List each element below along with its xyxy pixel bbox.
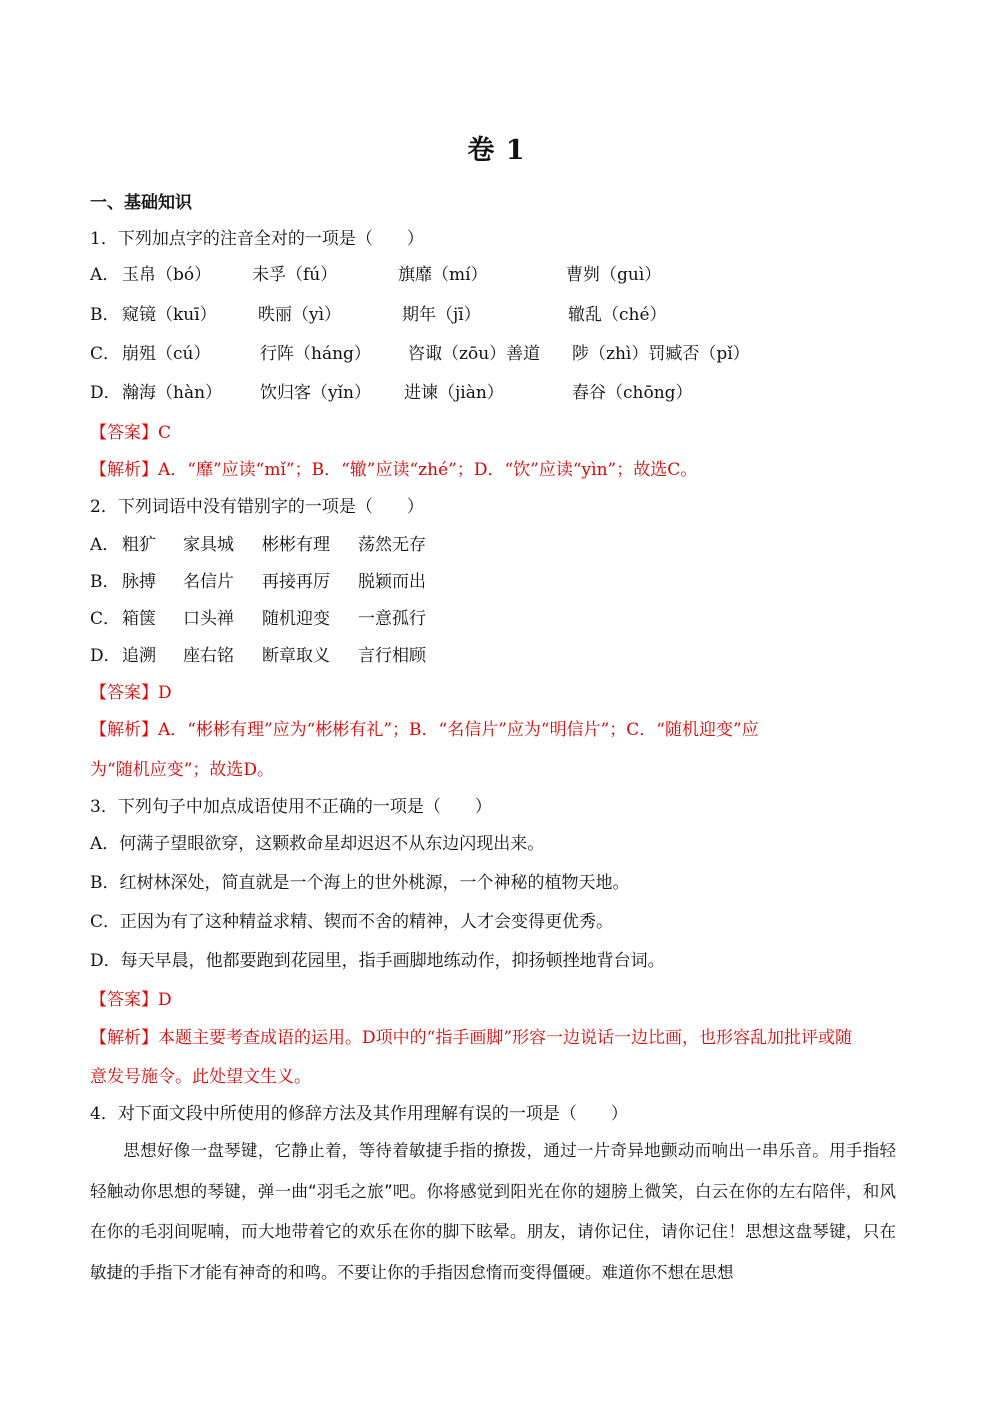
q1-stem: 1．下列加点字的注音全对的一项是（ ） <box>90 229 424 249</box>
option-item: 曹刿（guì） <box>566 265 662 285</box>
q4-passage <box>90 1131 896 1293</box>
analysis-tag: 【解析】 <box>90 720 158 740</box>
q3-option-a: A．何满子望眼欲穿，这颗救命星却迟迟不从东边闪现出来。 <box>90 834 545 854</box>
section-heading: 一、基础知识 <box>90 193 192 213</box>
q2-answer <box>90 680 172 706</box>
answer-tag: 【答案】 <box>90 423 158 443</box>
option-word: 一意孤行 <box>358 609 426 629</box>
option-word: 断章取义 <box>262 646 330 666</box>
option-label: C． <box>90 344 121 364</box>
answer-tag: 【答案】 <box>90 683 158 703</box>
option-item: 辙乱（ché） <box>568 305 667 325</box>
option-label: A． <box>90 265 120 285</box>
option-label: B． <box>90 572 120 592</box>
q1-answer <box>90 420 171 446</box>
option-label: B． <box>90 305 120 325</box>
option-word: 彬彬有理 <box>262 535 330 555</box>
q3-analysis-line1 <box>90 1025 852 1051</box>
option-label: D． <box>90 383 121 403</box>
q3-option-c: C．正因为有了这种精益求精、锲而不舍的精神，人才会变得更优秀。 <box>90 912 614 932</box>
option-item: 行阵（háng） <box>260 344 371 364</box>
option-item: 进谏（jiàn） <box>404 383 504 403</box>
option-word: 粗犷 <box>122 535 156 555</box>
option-item: 窥镜（kuī） <box>122 305 217 325</box>
q2-analysis-line2: 为“随机应变”；故选D。 <box>90 760 275 780</box>
option-word: 脱颖而出 <box>358 572 426 592</box>
option-word: 言行相顾 <box>358 646 426 666</box>
option-item: 未孚（fú） <box>252 265 338 285</box>
option-word: 荡然无存 <box>358 535 426 555</box>
option-word: 脉搏 <box>122 572 156 592</box>
analysis-text: A．“彬彬有理”应为“彬彬有礼”；B．“名信片”应为“明信片”；C．“随机迎变”应 <box>158 720 759 740</box>
option-word: 家具城 <box>183 535 234 555</box>
answer-value: D <box>158 683 172 703</box>
option-word: 再接再厉 <box>262 572 330 592</box>
option-word: 随机迎变 <box>262 609 330 629</box>
page-title: 卷 1 <box>467 135 526 166</box>
passage-text: 思想好像一盘琴键，它静止着，等待着敏捷手指的撩拨，通过一片奇异地颤动而响出一串乐音。用手指轻轻触动你思想的琴键，弹一曲“羽毛之旅”吧。你将感觉到阳光在你的翅膀上微笑，白云在你的左右陪伴，和风在你的毛羽间呢喃，而大地带着它的欢乐在你的脚下眩晕。朋友，请你记住，请你记住！思想这盘琴键，只在敏捷的手指下才能有神奇的和鸣。不要让你的手指因怠惰而变得僵硬。难道你不想在思想 <box>90 1141 896 1282</box>
option-label: A． <box>90 535 120 555</box>
option-item: 旗靡（mí） <box>398 265 488 285</box>
q3-option-d: D．每天早晨，他都要跑到花园里，指手画脚地练动作，抑扬顿挫地背台词。 <box>90 951 665 971</box>
answer-tag: 【答案】 <box>90 990 158 1010</box>
analysis-text: 本题主要考查成语的运用。D项中的“指手画脚”形容一边说话一边比画，也形容乱加批评或随 <box>158 1028 853 1048</box>
option-word: 座右铭 <box>183 646 234 666</box>
analysis-tag: 【解析】 <box>90 1028 158 1048</box>
q3-answer <box>90 987 172 1013</box>
option-item: 昳丽（yì） <box>258 305 342 325</box>
option-item: 瀚海（hàn） <box>122 383 223 403</box>
q3-option-b: B．红树林深处，简直就是一个海上的世外桃源，一个神秘的植物天地。 <box>90 873 630 893</box>
option-label: D． <box>90 646 121 666</box>
q2-analysis-line1 <box>90 717 759 743</box>
q2-stem: 2．下列词语中没有错别字的一项是（ ） <box>90 497 424 517</box>
option-word: 追溯 <box>122 646 156 666</box>
q1-analysis <box>90 457 697 483</box>
option-word: 箱箧 <box>122 609 156 629</box>
q3-stem: 3．下列句子中加点成语使用不正确的一项是（ ） <box>90 797 492 817</box>
option-item: 崩殂（cú） <box>122 344 211 364</box>
option-item: 饮归客（yǐn） <box>260 383 371 403</box>
answer-value: C <box>158 423 172 443</box>
option-item: 咨诹（zōu）善道 <box>408 344 541 364</box>
option-item: 玉帛（bó） <box>122 265 212 285</box>
q3-analysis-line2: 意发号施令。此处望文生义。 <box>90 1067 311 1087</box>
option-item: 期年（jī） <box>402 305 481 325</box>
q4-stem: 4．对下面文段中所使用的修辞方法及其作用理解有误的一项是（ ） <box>90 1104 628 1124</box>
option-label: C． <box>90 609 121 629</box>
option-item: 舂谷（chōng） <box>572 383 693 403</box>
analysis-text: A．“靡”应读“mǐ”；B．“辙”应读“zhé”；D．“饮”应读“yìn”；故选C。 <box>158 460 698 480</box>
option-word: 名信片 <box>183 572 234 592</box>
answer-value: D <box>158 990 172 1010</box>
option-item: 陟（zhì）罚臧否（pǐ） <box>572 344 750 364</box>
analysis-tag: 【解析】 <box>90 460 158 480</box>
option-word: 口头禅 <box>183 609 234 629</box>
